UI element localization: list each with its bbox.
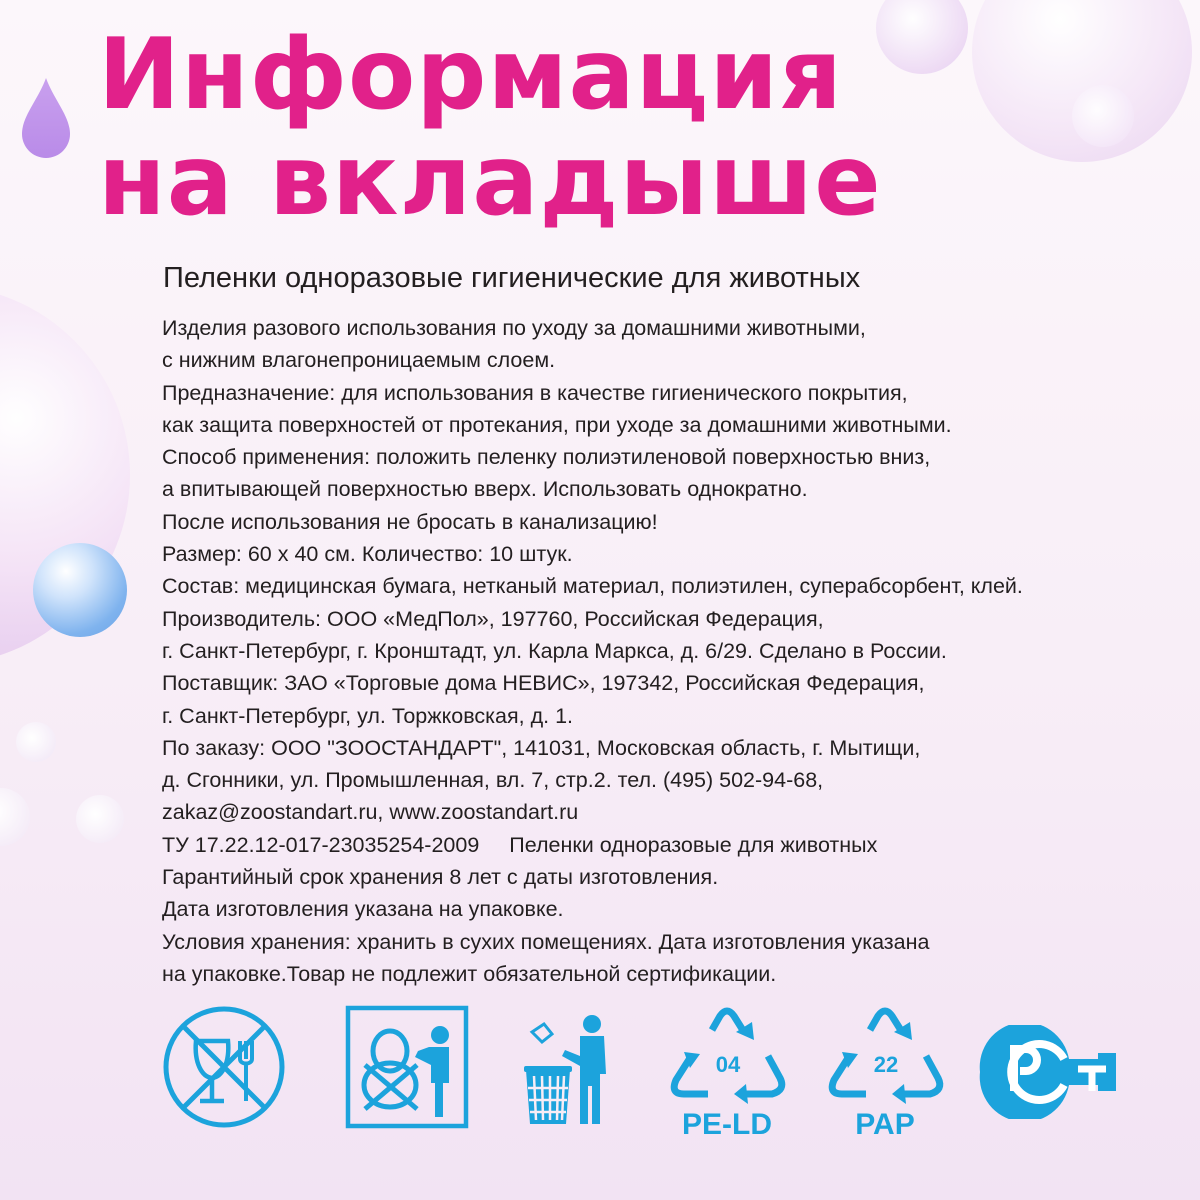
text-line: По заказу: ООО "ЗООСТАНДАРТ", 141031, Московская область, г. Мытищи, [162,735,921,760]
text-line: г. Санкт-Петербург, г. Кронштадт, ул. Карла Маркса, д. 6/29. Сделано в России. [162,638,947,663]
decorative-bubble [876,0,968,74]
recycle-label: PE-LD [682,1108,772,1141]
page-title [98,18,882,238]
text-line: zakaz@zoostandart.ru, www.zoostandart.ru [162,800,579,825]
text-line: на упаковке.Товар не подлежит обязательной сертификации. [162,961,777,986]
dispose-in-bin-icon [522,1012,614,1130]
text-line: После использования не бросать в канализацию! [162,509,658,534]
tu-line [162,829,1062,861]
not-for-food-icon [162,1005,286,1129]
text-line: Гарантийный срок хранения 8 лет с даты изготовления. [162,865,719,890]
text-line: Предназначение: для использования в качестве гигиенического покрытия, [162,380,908,405]
recycle-code: 22 [873,1052,899,1077]
text-line: с нижним влагонепроницаемым слоем. [162,348,556,373]
blue-bubble [33,543,127,637]
title-line-1: Информация [98,18,843,132]
text-line: Способ применения: положить пеленку полиэтиленовой поверхностью вниз, [162,445,931,470]
decorative-bubble [1072,85,1134,147]
insert-text [162,312,1062,990]
text-line: Изделия разового использования по уходу за домашними животными, [162,316,866,340]
text-line: Состав: медицинская бумага, нетканый материал, полиэтилен, суперабсорбент, клей. [162,574,1023,599]
text-line: г. Санкт-Петербург, ул. Торжковская, д. 1. [162,703,574,728]
text-line: Поставщик: ЗАО «Торговые дома НЕВИС», 197342, Российская Федерация, [162,671,925,696]
text-line: Дата изготовления указана на упаковке. [162,897,564,922]
recycle-code: 04 [715,1052,741,1077]
recycle-pe-ld-icon [662,1000,792,1142]
rst-certification-mark [978,1025,1118,1119]
recycle-pap-icon [820,1000,950,1142]
text-line: Размер: 60 х 40 см. Количество: 10 штук. [162,542,573,567]
droplet-icon [20,76,72,160]
text-line: а впитывающей поверхностью вверх. Использовать однократно. [162,477,808,502]
tu-product: Пеленки одноразовые для животных [509,832,878,857]
text-line: как защита поверхностей от протекания, при уходе за домашними животными. [162,412,952,437]
recycle-label: PAP [855,1108,915,1141]
do-not-flush-icon [345,1005,469,1129]
text-line: Условия хранения: хранить в сухих помещениях. Дата изготовления указана [162,929,930,954]
title-line-2: на вкладыше [98,124,882,238]
text-line: Производитель: ООО «МедПол», 197760, Российская Федерация, [162,606,824,631]
decorative-bubble [0,788,30,846]
tu-code: ТУ 17.22.12-017-23035254-2009 [162,832,480,857]
decorative-bubble [76,795,124,843]
text-line: д. Сгонники, ул. Промышленная, вл. 7, стр.2. тел. (495) 502-94-68, [162,768,824,793]
decorative-bubble [16,722,56,762]
product-name: Пеленки одноразовые гигиенические для животных [163,262,861,294]
